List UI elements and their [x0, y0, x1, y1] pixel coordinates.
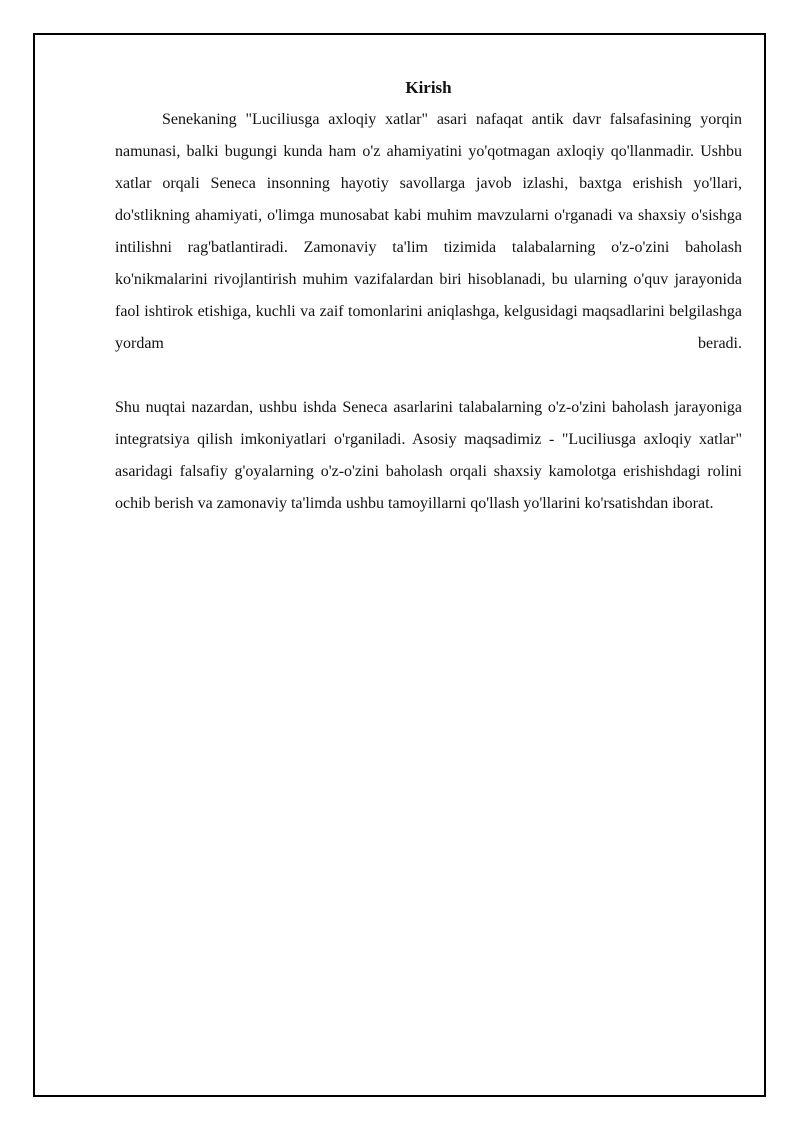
- paragraph-intro: Senekaning "Luciliusga axloqiy xatlar" asari nafaqat antik davr falsafasining yorqin namunasi, balki bugungi kunda ham o'z ahamiyatini yo'qotmagan axloqiy qo'llanmadir. Ushbu xatlar orqali Seneca insonning hayotiy savollarga javob izlashi, baxtga erishish yo'llari, do'stlikning ahamiyati, o'limga munosabat kabi muhim mavzularni o'rganadi va shaxsiy o'sishga intilishni rag'batlantiradi. Zamonaviy ta'lim tizimida talabalarning o'z-o'zini baholash ko'nikmalarini rivojlantirish muhim vazifalardan biri hisoblanadi, bu ularning o'quv jarayonida faol ishtirok etishiga, kuchli va zaif tomonlarini aniqlashga, kelgusidagi maqsadlarini belgilashga yordam beradi.: [115, 111, 742, 352]
- document-body: [115, 72, 742, 520]
- document-title: Kirish: [405, 78, 452, 97]
- paragraph-purpose: Shu nuqtai nazardan, ushbu ishda Seneca asarlarini talabalarning o'z-o'zini baholash jarayoniga integratsiya qilish imkoniyatlari o'rganiladi. Asosiy maqsadimiz - "Luciliusga axloqiy xatlar" asaridagi falsafiy g'oyalarning o'z-o'zini baholash orqali shaxsiy kamolotga erishishdagi rolini ochib berish va zamonaviy ta'limda ushbu tamoyillarni qo'llash yo'llarini ko'rsatishdan iborat.: [115, 399, 742, 512]
- paragraph-gap: [115, 360, 742, 392]
